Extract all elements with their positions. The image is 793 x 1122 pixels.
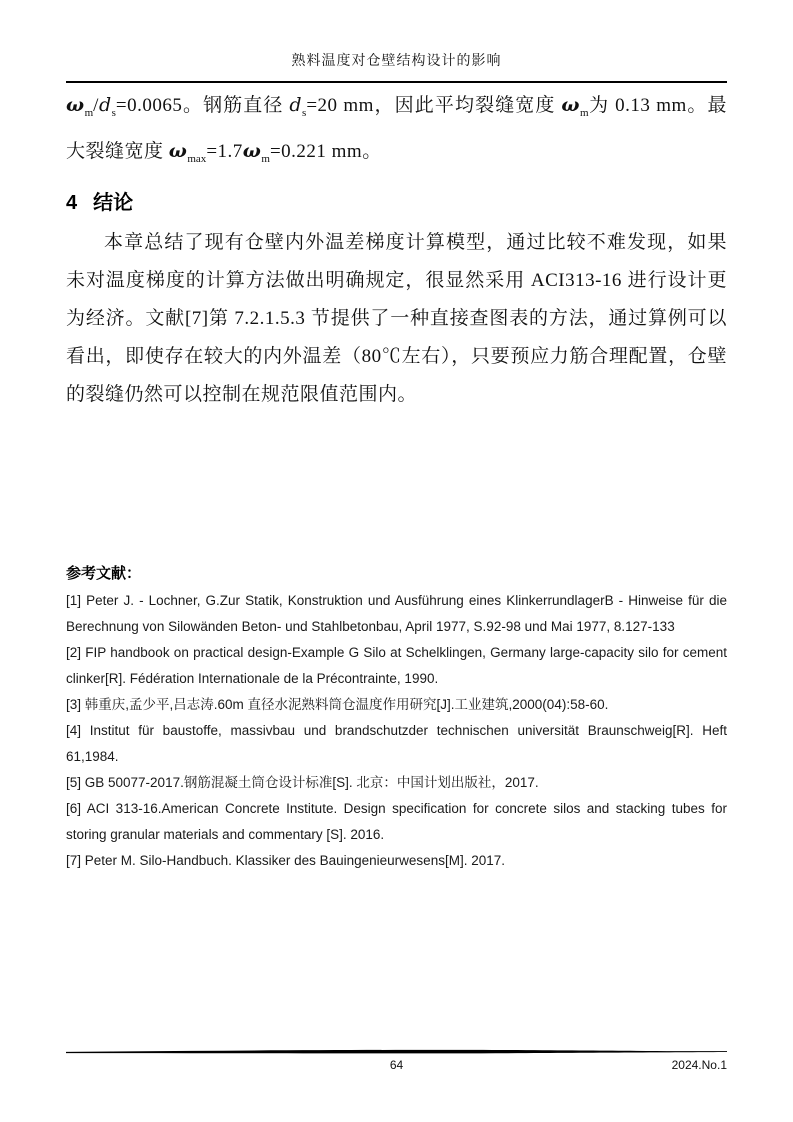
page-footer — [66, 1058, 727, 1076]
running-header-title: 熟料温度对仓壁结构设计的影响 — [291, 54, 502, 69]
page-number: 64 — [389, 1058, 404, 1072]
reference-item-3: [3] 韩重庆,孟少平,吕志涛.60m 直径水泥熟料筒仓温度作用研究[J].工业建筑,2000(04):58-60. — [66, 697, 609, 712]
references-heading: 参考文献： — [66, 565, 142, 582]
references-section — [66, 562, 727, 874]
issue-label: 2024.No.1 — [671, 1058, 727, 1072]
main-content — [66, 86, 727, 414]
crack-width-paragraph: $\omega_m/d_s=0.0065$。钢筋直径 $d_s=20$ mm，因此平均裂缝宽度 $\omega_m$为 0.13 mm。最大裂缝宽度 $\omega_{max}=1.7\omega_m=0.221$ mm。 — [66, 94, 727, 165]
reference-item-1: [1] Peter J. - Lochner, G.Zur Statik, Konstruktion und Ausführung eines KlinkerrundlagerB - Hinweise für die Berechnung von Silowänden Beton- und Stahlbetonbau, April 1977, S.92-98 und Mai 1977, 8.127-133 — [66, 593, 727, 634]
section-heading — [66, 186, 727, 220]
section-title: 结论 — [93, 191, 134, 214]
reference-item-5: [5] GB 50077-2017.钢筋混凝土筒仓设计标准[S]. 北京：中国计划出版社，2017. — [66, 775, 539, 790]
reference-item-2: [2] FIP handbook on practical design-Example G Silo at Schelklingen, Germany large-capacity silo for cement clinker[R]. Fédération Internationale de la Précontrainte, 1990. — [66, 645, 727, 686]
reference-item-6: [6] ACI 313-16.American Concrete Institute. Design specification for concrete silos and stacking tubes for storing granular materials and commentary [S]. 2016. — [66, 801, 727, 842]
footer-rule — [66, 1049, 727, 1055]
reference-item-4: [4] Institut für baustoffe, massivbau und brandschutzder technischen universität Braunschweig[R]. Heft 61,1984. — [66, 723, 727, 764]
conclusion-paragraph: 本章总结了现有仓壁内外温差梯度计算模型，通过比较不难发现，如果未对温度梯度的计算方法做出明确规定，很显然采用 ACI313-16 进行设计更为经济。文献[7]第 7.2.1.5.3 节提供了一种直接查图表的方法，通过算例可以看出，即使存在较大的内外温差（80℃左右），只要预应力筋合理配置，仓壁的裂缝仍然可以控制在规范限值范围内。 — [66, 231, 727, 405]
reference-item-7: [7] Peter M. Silo-Handbuch. Klassiker des Bauingenieurwesens[M]. 2017. — [66, 853, 505, 868]
header-rule — [66, 81, 727, 83]
section-number: 4 — [66, 191, 78, 214]
